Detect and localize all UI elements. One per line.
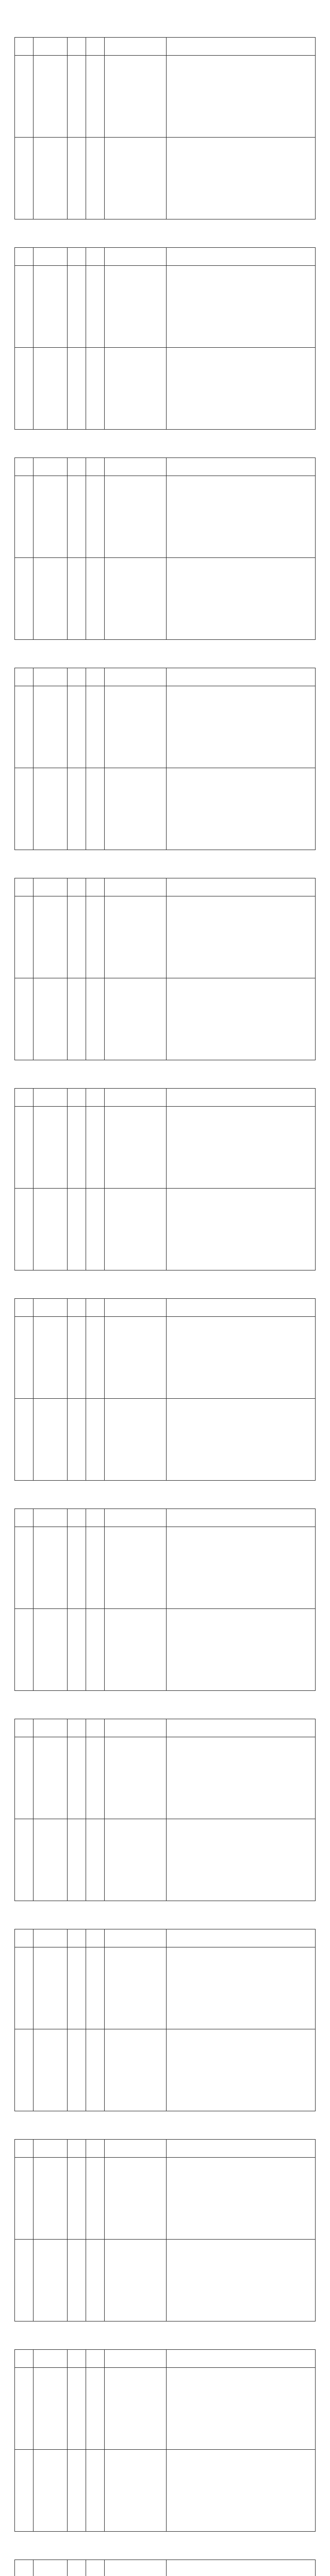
column-header [105,878,167,896]
table-row [15,558,316,640]
nominee-org [105,558,167,640]
column-header [34,2140,68,2158]
page-number [14,857,316,866]
table-row [15,2158,316,2240]
nominee-deeds [167,558,316,640]
row-number [15,476,34,558]
column-header [15,2140,34,2158]
column-header [86,1509,105,1527]
column-header [86,1299,105,1317]
nominee-name [34,1947,68,2029]
column-header [167,38,316,56]
row-number [15,768,34,850]
header-row [15,248,316,266]
row-number [15,1107,34,1189]
column-header [167,1719,316,1737]
nominee-age [86,348,105,430]
column-header [105,2350,167,2368]
table-row [15,2029,316,2111]
column-header [105,458,167,476]
header-row [15,878,316,896]
nominee-age [86,896,105,978]
column-header [15,1929,34,1947]
column-header [34,1929,68,1947]
table-section [14,1088,316,1286]
row-number [15,686,34,768]
column-header [68,1509,86,1527]
column-header [15,38,34,56]
column-header [68,248,86,266]
column-header [86,458,105,476]
table-section [14,1298,316,1496]
nominee-deeds [167,1737,316,1819]
nominee-table [14,1298,316,1481]
column-header [68,668,86,686]
table-section [14,247,316,445]
nominee-age [86,56,105,138]
page-number [14,227,316,235]
nominee-name [34,1107,68,1189]
nominee-sex [68,686,86,768]
nominee-org [105,476,167,558]
nominee-name [34,266,68,348]
nominee-deeds [167,348,316,430]
nominee-table [14,878,316,1060]
nominee-sex [68,1609,86,1691]
nominee-org [105,1737,167,1819]
nominee-deeds [167,1107,316,1189]
row-number [15,1527,34,1609]
nominee-org [105,1317,167,1399]
nominee-org [105,1399,167,1481]
nominee-sex [68,2450,86,2532]
nominee-table [14,2560,316,2576]
column-header [68,1929,86,1947]
nominee-sex [68,1317,86,1399]
table-section [14,2349,316,2547]
nominee-table [14,2349,316,2532]
table-row [15,768,316,850]
nominee-age [86,1819,105,1901]
column-header [105,1089,167,1107]
column-header [86,878,105,896]
column-header [68,38,86,56]
nominee-age [86,138,105,219]
nominee-age [86,1527,105,1609]
column-header [34,1509,68,1527]
nominee-deeds [167,1947,316,2029]
page-number [14,2119,316,2127]
nominee-name [34,1527,68,1609]
column-header [34,2350,68,2368]
nominee-org [105,56,167,138]
nominee-deeds [167,1399,316,1481]
column-header [167,458,316,476]
nominee-name [34,476,68,558]
nominee-org [105,266,167,348]
nominee-table [14,1509,316,1691]
column-header [68,1089,86,1107]
row-number [15,1609,34,1691]
table-section [14,37,316,235]
nominee-name [34,978,68,1060]
table-row [15,56,316,138]
row-number [15,896,34,978]
nominee-deeds [167,1317,316,1399]
nominee-name [34,1737,68,1819]
nominee-age [86,978,105,1060]
nominee-org [105,2450,167,2532]
table-section [14,1929,316,2127]
nominee-name [34,138,68,219]
nominee-name [34,1399,68,1481]
column-header [68,1299,86,1317]
nominee-table [14,1088,316,1270]
table-row [15,2368,316,2450]
nominee-age [86,686,105,768]
column-header [15,1299,34,1317]
column-header [34,1299,68,1317]
nominee-org [105,978,167,1060]
column-header [86,1089,105,1107]
page-number [14,1067,316,1076]
nominee-sex [68,476,86,558]
nominee-deeds [167,1527,316,1609]
nominee-org [105,768,167,850]
column-header [167,1089,316,1107]
nominee-sex [68,978,86,1060]
nominee-sex [68,1527,86,1609]
nominee-deeds [167,138,316,219]
row-number [15,2450,34,2532]
nominee-age [86,2029,105,2111]
table-row [15,896,316,978]
nominee-deeds [167,896,316,978]
nominee-org [105,138,167,219]
nominee-age [86,2368,105,2450]
header-row [15,458,316,476]
table-section [14,1509,316,1706]
nominee-deeds [167,476,316,558]
column-header [15,458,34,476]
document-title [14,16,316,29]
row-number [15,348,34,430]
nominee-sex [68,2368,86,2450]
nominee-name [34,896,68,978]
nominee-name [34,768,68,850]
nominee-org [105,1189,167,1270]
nominee-sex [68,348,86,430]
nominee-table [14,1929,316,2111]
nominee-name [34,2368,68,2450]
table-section [14,457,316,655]
nominee-sex [68,1399,86,1481]
nominee-sex [68,2158,86,2240]
column-header [105,2560,167,2576]
row-number [15,2029,34,2111]
nominee-sex [68,56,86,138]
column-header [34,248,68,266]
nominee-sex [68,266,86,348]
header-row [15,1719,316,1737]
nominee-age [86,266,105,348]
column-header [34,1719,68,1737]
nominee-org [105,2158,167,2240]
table-row [15,1317,316,1399]
column-header [34,2560,68,2576]
nominee-sex [68,896,86,978]
table-row [15,1399,316,1481]
column-header [86,668,105,686]
table-row [15,476,316,558]
column-header [105,1509,167,1527]
nominee-name [34,56,68,138]
row-number [15,56,34,138]
nominee-sex [68,2029,86,2111]
column-header [34,668,68,686]
nominee-age [86,558,105,640]
nominee-age [86,1189,105,1270]
row-number [15,1737,34,1819]
nominee-table [14,247,316,430]
column-header [167,878,316,896]
column-header [68,458,86,476]
table-row [15,2240,316,2321]
header-row [15,1089,316,1107]
nominee-org [105,348,167,430]
nominee-name [34,348,68,430]
column-header [68,2140,86,2158]
page-number [14,437,316,445]
nominee-sex [68,2240,86,2321]
header-row [15,1509,316,1527]
row-number [15,1947,34,2029]
nominee-name [34,686,68,768]
nominee-org [105,896,167,978]
column-header [34,1089,68,1107]
nominee-org [105,1947,167,2029]
page-number [14,1908,316,1917]
nominee-deeds [167,2158,316,2240]
column-header [167,668,316,686]
page-number [14,1698,316,1706]
column-header [68,878,86,896]
nominee-age [86,476,105,558]
header-row [15,1299,316,1317]
nominee-deeds [167,1189,316,1270]
nominee-name [34,2158,68,2240]
document-sections [14,37,316,2576]
column-header [86,1719,105,1737]
row-number [15,2240,34,2321]
column-header [15,1089,34,1107]
nominee-age [86,1317,105,1399]
column-header [86,248,105,266]
nominee-age [86,2240,105,2321]
nominee-name [34,1317,68,1399]
nominee-sex [68,1819,86,1901]
header-row [15,2140,316,2158]
nominee-age [86,1107,105,1189]
nominee-org [105,1527,167,1609]
nominee-sex [68,1189,86,1270]
table-section [14,878,316,1076]
table-row [15,1819,316,1901]
nominee-table [14,1719,316,1901]
table-row [15,1189,316,1270]
nominee-org [105,2029,167,2111]
nominee-deeds [167,56,316,138]
column-header [34,38,68,56]
table-section [14,1719,316,1917]
row-number [15,2158,34,2240]
column-header [34,458,68,476]
page-number [14,1278,316,1286]
nominee-deeds [167,686,316,768]
nominee-deeds [167,978,316,1060]
column-header [15,878,34,896]
table-row [15,686,316,768]
table-row [15,1107,316,1189]
column-header [105,1299,167,1317]
nominee-age [86,1737,105,1819]
column-header [105,248,167,266]
table-row [15,266,316,348]
row-number [15,138,34,219]
nominee-deeds [167,2029,316,2111]
column-header [105,2140,167,2158]
nominee-table [14,668,316,850]
column-header [34,878,68,896]
header-row [15,668,316,686]
nominee-name [34,1819,68,1901]
page-number [14,2329,316,2337]
column-header [86,2350,105,2368]
nominee-sex [68,1107,86,1189]
row-number [15,2368,34,2450]
nominee-table [14,37,316,219]
nominee-age [86,1399,105,1481]
nominee-age [86,768,105,850]
nominee-org [105,1609,167,1691]
row-number [15,1317,34,1399]
column-header [15,1719,34,1737]
column-header [105,1929,167,1947]
column-header [15,2350,34,2368]
nominee-deeds [167,2368,316,2450]
row-number [15,1189,34,1270]
column-header [86,1929,105,1947]
nominee-age [86,2158,105,2240]
header-row [15,2350,316,2368]
column-header [167,1299,316,1317]
table-row [15,1609,316,1691]
table-row [15,1527,316,1609]
row-number [15,1399,34,1481]
nominee-sex [68,768,86,850]
column-header [86,38,105,56]
page-number [14,647,316,655]
nominee-name [34,1609,68,1691]
row-number [15,978,34,1060]
nominee-age [86,1609,105,1691]
row-number [15,558,34,640]
column-header [68,2350,86,2368]
column-header [105,668,167,686]
column-header [167,2140,316,2158]
column-header [15,248,34,266]
nominee-age [86,1947,105,2029]
column-header [105,38,167,56]
header-row [15,2560,316,2576]
column-header [15,668,34,686]
nominee-org [105,1107,167,1189]
header-row [15,1929,316,1947]
nominee-name [34,558,68,640]
column-header [15,2560,34,2576]
column-header [86,2140,105,2158]
nominee-deeds [167,2450,316,2532]
column-header [68,2560,86,2576]
nominee-deeds [167,768,316,850]
table-section [14,2139,316,2337]
nominee-sex [68,138,86,219]
nominee-sex [68,1947,86,2029]
table-row [15,1737,316,1819]
nominee-deeds [167,2240,316,2321]
row-number [15,1819,34,1901]
nominee-org [105,1819,167,1901]
nominee-org [105,686,167,768]
nominee-name [34,1189,68,1270]
column-header [167,2560,316,2576]
nominee-name [34,2029,68,2111]
nominee-deeds [167,1609,316,1691]
nominee-org [105,2368,167,2450]
table-section [14,2560,316,2576]
column-header [105,1719,167,1737]
column-header [167,248,316,266]
column-header [15,1509,34,1527]
nominee-name [34,2450,68,2532]
nominee-org [105,2240,167,2321]
nominee-table [14,457,316,640]
column-header [167,1509,316,1527]
column-header [86,2560,105,2576]
table-row [15,138,316,219]
column-header [167,1929,316,1947]
row-number [15,266,34,348]
page-number [14,2539,316,2547]
nominee-sex [68,558,86,640]
table-row [15,2450,316,2532]
column-header [68,1719,86,1737]
page-number [14,1488,316,1496]
column-header [167,2350,316,2368]
nominee-age [86,2450,105,2532]
nominee-deeds [167,266,316,348]
table-row [15,978,316,1060]
header-row [15,38,316,56]
table-section [14,668,316,866]
nominee-deeds [167,1819,316,1901]
nominee-name [34,2240,68,2321]
table-row [15,1947,316,2029]
nominee-table [14,2139,316,2321]
nominee-sex [68,1737,86,1819]
table-row [15,348,316,430]
